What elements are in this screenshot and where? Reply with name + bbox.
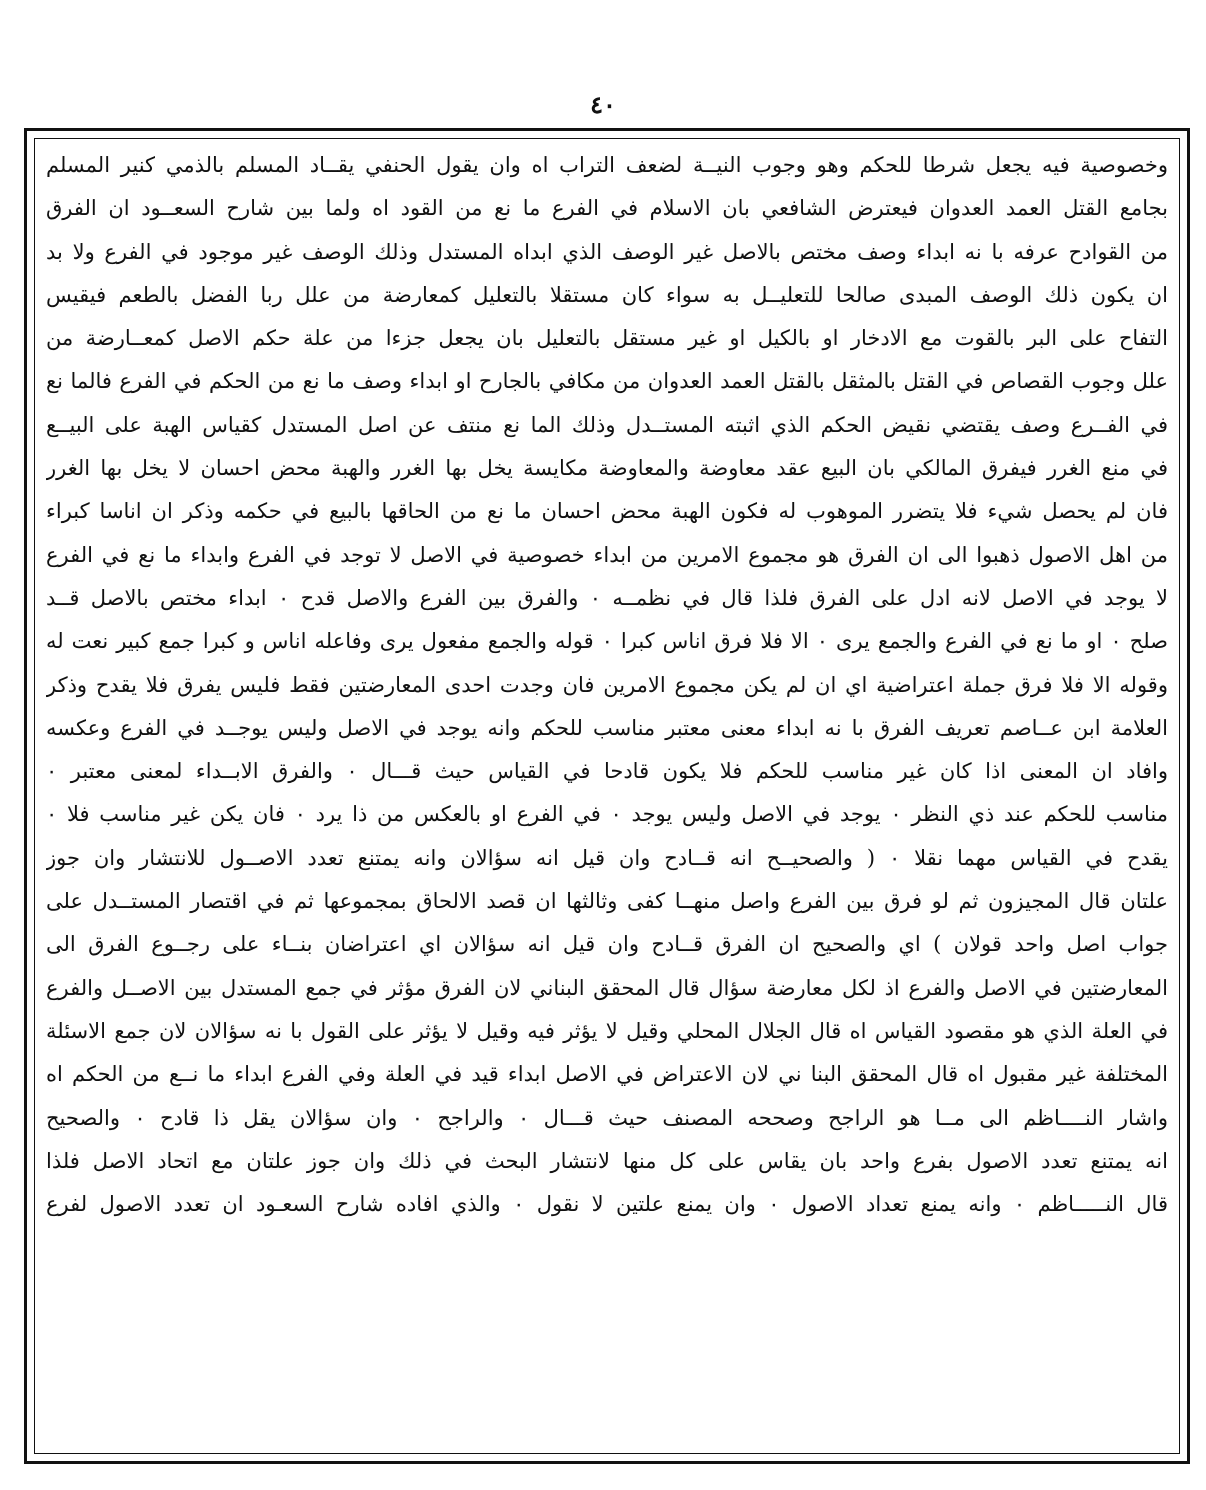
text-line: علتان قال المجيزون ثم لو فرق بين الفرع واصل منهــا كفى وثالثها ان قصد الالحاق بمجموعها ثم في اقتصار المستــدل على: [46, 889, 1168, 914]
text-line: فان لم يحصل شيء فلا يتضرر الموهوب له فكون الهبة محض احسان ما نع من الحاقها بالبيع في حكمه وذكر ان اناسا كبراء: [46, 499, 1168, 524]
text-line: المعارضتين في الاصل والفرع اذ لكل معارضة سؤال قال المحقق البناني لان الفرق مؤثر في جمع المستدل بين الاصــل والفرع: [46, 975, 1168, 1000]
text-line: وقوله الا فلا فرق جملة اعتراضية اي ان لم يكن مجموع الامرين فان وجدت احدى المعارضتين فقط فليس يفرق فلا يقدح وذكر: [46, 672, 1168, 697]
text-line: يقدح في القياس مهما نقلا ٠ ( والصحيــح انه قــادح وان قيل انه سؤالان وانه يمتنع تعدد الاصــول للانتشار وان جوز: [46, 845, 1168, 870]
text-line: مناسب للحكم عند ذي النظر ٠ يوجد في الاصل وليس يوجد ٠ في الفرع او بالعكس من ذا يرد ٠ فان يكن غير مناسب فلا ٠: [46, 802, 1168, 827]
text-line: جواب اصل واحد قولان ) اي والصحيح ان الفرق قــادح وان قيل انه سؤالان اي اعتراضان بنــاء على رجــوع الفرق الى: [46, 932, 1168, 957]
text-line: من القوادح عرفه با نه ابداء وصف مختص بالاصل غير الوصف الذي ابداه المستدل وذلك الوصف غير موجود في الفرع ولا بد: [46, 239, 1168, 264]
text-line: واشار النــــاظم الى مــا هو الراجح وصححه المصنف حيث قـــال ٠ والراجح ٠ وان سؤالان يقل ذا قادح ٠ والصحيح: [46, 1105, 1168, 1130]
text-line: المختلفة غير مقبول اه قال المحقق البنا ني لان الاعتراض في الاصل ابداء قيد في العلة وفي الفرع ابداء ما نــع من الحكم اه: [46, 1062, 1168, 1087]
text-line: انه يمتنع تعدد الاصول بفرع واحد بان يقاس على كل منها لانتشار البحث في ذلك وان جوز علتان مع اتحاد الاصل فلذا: [46, 1148, 1168, 1173]
main-text: [46, 144, 1168, 1444]
text-line: في منع الغرر فيفرق المالكي بان البيع عقد معاوضة والمعاوضة مكايسة يخل بها الغرر والهبة محض احسان لا يخل بها الغرر: [46, 456, 1168, 481]
text-line: علل وجوب القصاص في القتل بالمثقل بالقتل العمد العدوان من مكافي بالجارح او ابداء وصف ما نع من الحكم في الفرع فالما نع: [46, 369, 1168, 394]
text-line: لا يوجد في الاصل لانه ادل على الفرق فلذا قال في نظمــه ٠ والفرق بين الفرع والاصل قدح ٠ ابداء مختص بالاصل قــد: [46, 585, 1168, 610]
page-number: ٤٠: [590, 90, 616, 119]
text-line: التفاح على البر بالقوت مع الادخار او بالكيل او غير مستقل بالتعليل بان يجعل جزءا من علة حكم الاصل كمعــارضة من: [46, 326, 1168, 351]
text-line: بجامع القتل العمد العدوان فيعترض الشافعي بان الاسلام في الفرع ما نع من القود اه ولما بين شارح السعــود ان الفرق: [46, 196, 1168, 221]
text-line: صلح ٠ او ما نع في الفرع والجمع يرى ٠ الا فلا فرق اناس كبرا ٠ قوله والجمع مفعول يرى وفاعله اناس و كبرا جمع كبير نعت له: [46, 629, 1168, 654]
text-line: قال النـــــاظم ٠ وانه يمنع تعداد الاصول ٠ وان يمنع علتين لا نقول ٠ والذي افاده شارح السعـود ان تعدد الاصول لفرع: [46, 1192, 1168, 1217]
text-line: ان يكون ذلك الوصف المبدى صالحا للتعليــل به سواء كان مستقلا بالتعليل كمعارضة من علل ربا الفضل بالطعم فيقيس: [46, 282, 1168, 307]
text-line: العلامة ابن عــاصم تعريف الفرق با نه ابداء معنى معتبر مناسب للحكم وانه يوجد في الاصل وليس يوجــد في الفرع وعكسه: [46, 715, 1168, 740]
text-line: وافاد ان المعنى اذا كان غير مناسب للحكم فلا يكون قادحا في القياس حيث قـــال ٠ والفرق الابــداء لمعنى معتبر ٠: [46, 759, 1168, 784]
text-line: وخصوصية فيه يجعل شرطا للحكم وهو وجوب النيــة لضعف التراب اه وان يقول الحنفي يقــاد المسلم بالذمي كنير المسلم: [46, 153, 1168, 177]
text-line: في العلة الذي هو مقصود القياس اه قال الجلال المحلي وقيل لا يؤثر فيه وقيل لا يؤثر على القول با نه سؤالان لان جمع الاسئلة: [46, 1018, 1168, 1043]
text-line: في الفــرع وصف يقتضي نقيض الحكم الذي اثبته المستــدل وذلك الما نع منتف عن اصل المستدل كقياس الهبة على البيــع: [46, 412, 1168, 437]
text-line: من اهل الاصول ذهبوا الى ان الفرق هو مجموع الامرين من ابداء خصوصية في الاصل لا توجد في الفرع وابداء ما نع في الفرع: [46, 542, 1168, 567]
